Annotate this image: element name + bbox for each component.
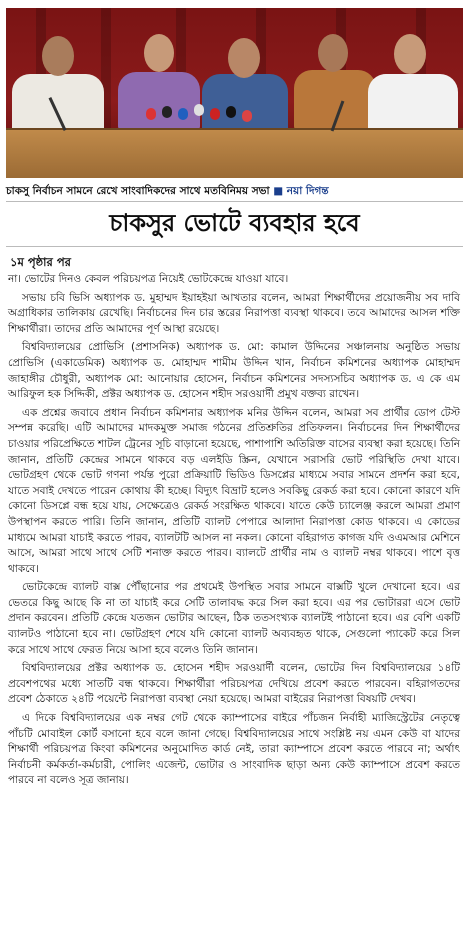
headline: চাকসুর ভোটে ব্যবহার হবে <box>109 208 360 237</box>
photo-caption <box>6 183 463 199</box>
article-paragraph: এক প্রশ্নের জবাবে প্রধান নির্বাচন কমিশনার অধ্যাপক মনির উদ্দিন বলেন, আমরা সব প্রার্থীর ডোপ টেস্ট সম্পন্ন করেছি। এটি আমাদের মাদকমুক্ত সমাজ গঠনের প্রতিশ্রুতির প্রতিফলন। নির্বাচনের দিন শিক্ষার্থীদের চাওয়ার পরিপ্রেক্ষিতে শাটল ট্রেনের সূচি বাড়ানো হয়েছে, পাশাপাশি অতিরিক্ত বাসের ব্যবস্থা করা হয়েছে। তিনি জানান, প্রতিটি কেন্দ্রের সামনে থাকবে বড় এলইডি স্ক্রিন, যেখানে সরাসরি ভোট পরিস্থিতি দেখা যাবে। ভোটগ্রহণ থেকে ভোট গণনা পর্যন্ত পুরো প্রক্রিয়াটি ভিডিও ডিসপ্লের মাধ্যমে সবার সামনে প্রদর্শন করা হবে, যাতে সবাই দেখতে পারেন কোথায় কী হচ্ছে। বিদ্যুৎ বিভ্রাট হলেও সবকিছু রেকর্ড করা হবে। কোনো কারণে যদি কোনো ডিসপ্লে বন্ধ হয়ে যায়, সেক্ষেত্রেও রেকর্ড সংরক্ষিত থাকবে। যাতে কেউ চ্যালেঞ্জ করলে আমরা প্রমাণ উপস্থাপন করতে পারি। তিনি জানান, প্রতিটি ব্যালট পেপারে আলাদা নিরাপত্তা কোড থাকবে। এ কোডের মাধ্যমে আমরা যাচাই করতে পারব, ব্যালটটি আসল না নকল। কোনো বহিরাগত কাগজ যদি ওএমআর মেশিনে আসে, আমরা সাথে সাথে সেটি শনাক্ত করতে পারব। ব্যালটে প্রার্থীর নাম ও ব্যালট নম্বর থাকবে। পাশে বৃত্ত থাকবে। <box>8 406 460 575</box>
microphone-icon <box>210 108 220 120</box>
article-paragraph: বিশ্ববিদ্যালয়ের প্রোভিসি (প্রশাসনিক) অধ্যাপক ড. মো: কামাল উদ্দিনের সঞ্চালনায় অনুষ্ঠিত সভায় প্রোভিসি (একাডেমিক) অধ্যাপক ড. মোহাম্মদ শামীম উদ্দিন খান, নির্বাচন কমিশনের অধ্যাপক মোহাম্মদ জাহাঙ্গীর চৌধুরী, অধ্যাপক মো: আনোয়ার হোসেন, নির্বাচন কমিশনের সদস্যসচিব অধ্যাপক ড. এ কে এম আরিফুল হক সিদ্দিকী, প্রক্টর অধ্যাপক ড. হোসেন শহীদ সরওয়ার্দী প্রমুখ বক্তব্য রাখেন। <box>8 341 460 401</box>
conference-table <box>6 128 463 178</box>
divider <box>6 246 463 247</box>
divider <box>6 201 463 202</box>
caption-text: চাকসু নির্বাচন সামনে রেখে সাংবাদিকদের সাথে মতবিনিময় সভা <box>6 185 270 197</box>
microphone-icon <box>162 106 172 118</box>
microphone-icon <box>178 108 188 120</box>
article-paragraph: এ দিকে বিশ্ববিদ্যালয়ের এক নম্বর গেট থেকে ক্যাম্পাসের বাইরে পাঁচজন নির্বাহী ম্যাজিস্ট্রেটের নেতৃত্বে পাঁচটি মোবাইল কোর্ট বসানো হবে বলে জানা গেছে। বিশ্ববিদ্যালয়ের সাথে সংশ্লিষ্ট নয় এমন কেউ বা যাদের শিক্ষার্থী পরিচয়পত্র কিংবা কমিশনের অনুমোদিত কার্ড নেই, তারা ক্যাম্পাসে প্রবেশ করতে পারবে না; অর্থাৎ নির্বাচনী কর্মকর্তা-কর্মচারী, পোলিং এজেন্ট, ভোটার ও সাংবাদিক ছাড়া অন্য কেউ ক্যাম্পাসে প্রবেশ করতে পারবে না বলেও সূত্র জানায়। <box>8 712 460 787</box>
microphone-icon <box>226 106 236 118</box>
microphone-icon <box>242 110 252 122</box>
article-paragraph: বিশ্ববিদ্যালয়ের প্রক্টর অধ্যাপক ড. হোসেন শহীদ সরওয়ার্দী বলেন, ভোটের দিন বিশ্ববিদ্যালয়ের ১৪টি প্রবেশপথের মধ্যে সাতটি বন্ধ থাকবে। শিক্ষার্থীরা পরিচয়পত্র দেখিয়ে প্রবেশ করতে পারবেন। বহিরাগতদের প্রবেশ ঠেকাতে ২৪টি পয়েন্টে নিরাপত্তা ব্যবস্থা নেয়া হয়েছে। আমরা বাইরের নিরাপত্তা বিষয়টি দেখব। <box>8 662 460 706</box>
microphone-icon <box>194 104 204 116</box>
press-conference-photo <box>6 8 463 178</box>
article-paragraph: না। ভোটের দিনও কেবল পরিচয়পত্র নিয়েই ভোটকেন্দ্রে যাওয়া যাবে। <box>8 273 289 285</box>
article-paragraph: সভায় চবি ভিসি অধ্যাপক ড. মুহাম্মদ ইয়াহইয়া আখতার বলেন, আমরা শিক্ষার্থীদের প্রয়োজনীয় সব দাবি অগ্রাধিকার তালিকায় রেখেছি। নির্বাচনের দিন চার স্তরের নিরাপত্তা ব্যবস্থা থাকবে। তবে আমাদের আসল শক্তি শিক্ষার্থীরা। তাদের প্রতি আমাদের পূর্ণ আস্থা রয়েছে। <box>8 291 460 335</box>
article-paragraph: ভোটকেন্দ্রে ব্যালট বাক্স পৌঁছানোর পর প্রথমেই উপস্থিত সবার সামনে বাক্সটি খুলে দেখানো হবে। এর ভেতরে কিছু আছে কি না তা যাচাই করে সেটি তালাবদ্ধ করে সিল করা হবে। এর পর ভোটাররা এসে ভোট প্রদান করবেন। প্রতিটি কেন্দ্রে যতজন ভোটার আছেন, ঠিক ততসংখ্যক ব্যালটই পাঠানো হবে। এর বেশি একটি ব্যালটও পাঠানো হবে না। ভোটগ্রহণ শেষে যদি কোনো ব্যালট অব্যবহৃত থাকে, সেগুলো প্যাকেট করে সিল করে সাথে সাথে ফেরত নিয়ে আসা হবে বলেও তিনি জানান। <box>8 581 460 656</box>
caption-source: নয়া দিগন্ত <box>286 185 329 197</box>
caption-separator: ■ <box>269 185 287 197</box>
article-body <box>8 272 460 792</box>
continuation-label: ১ম পৃষ্ঠার পর <box>10 255 71 269</box>
microphone-icon <box>146 108 156 120</box>
